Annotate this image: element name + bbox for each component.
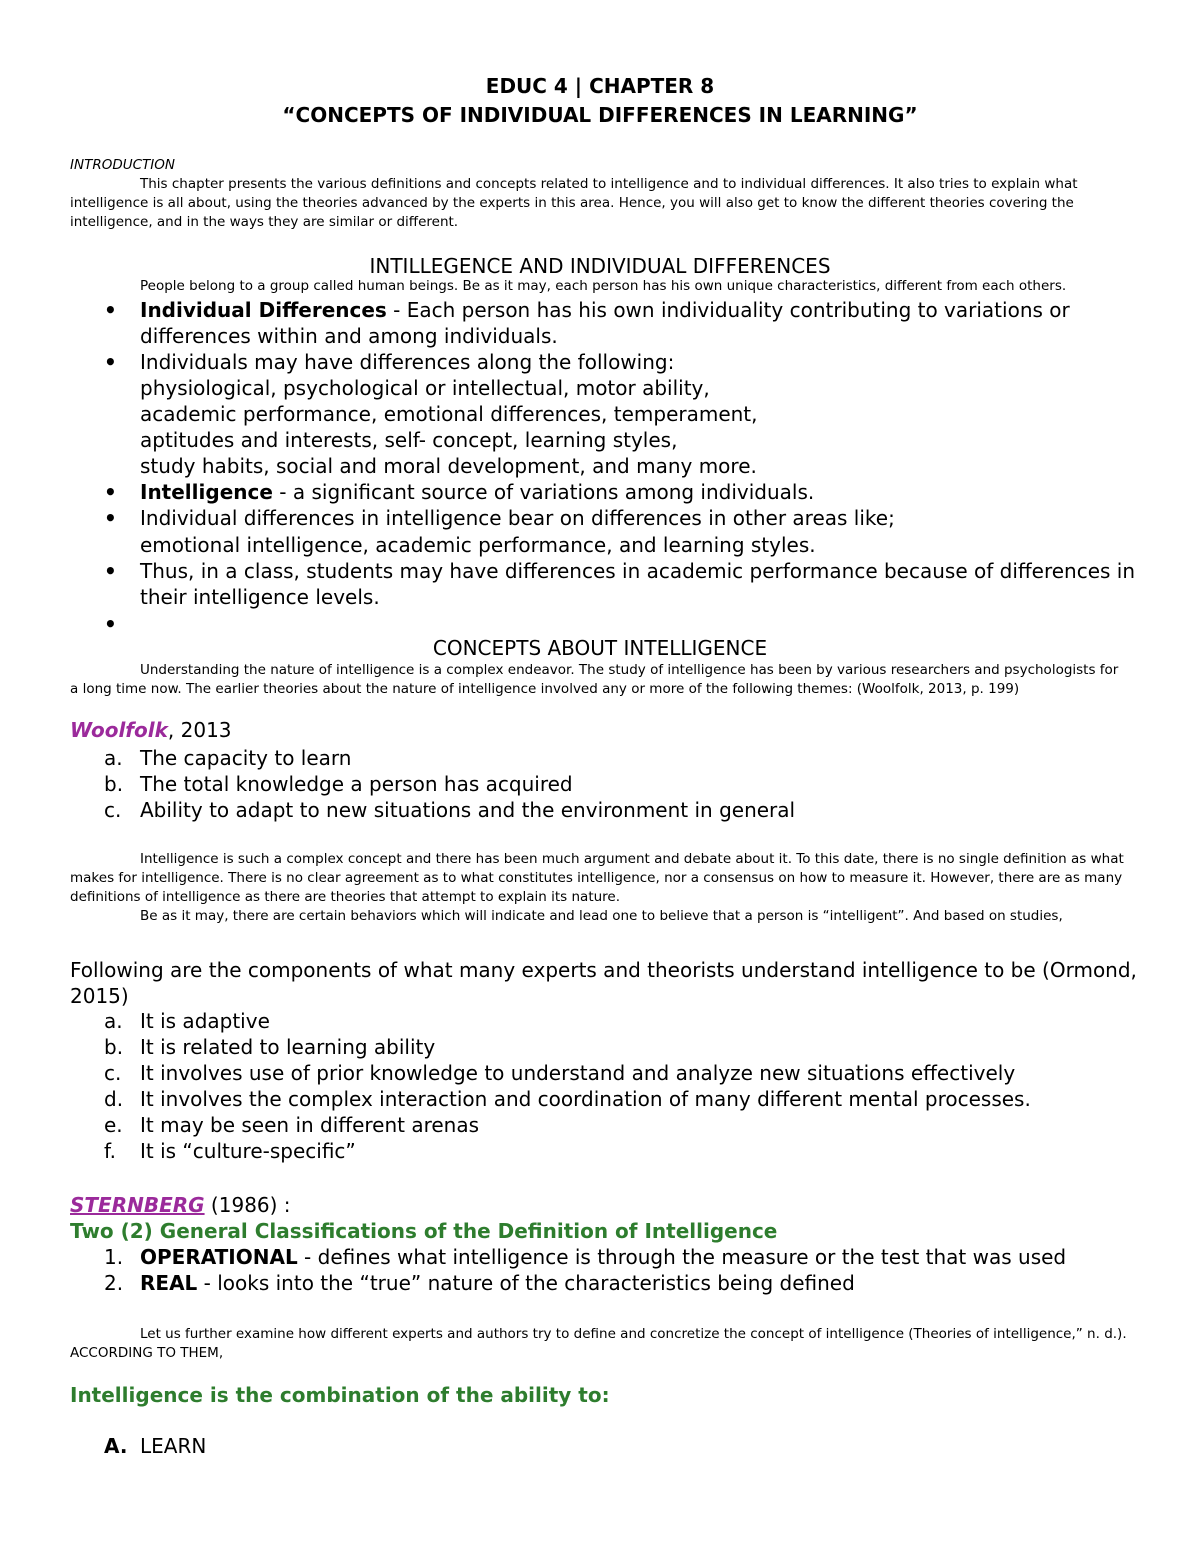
bullet-continuation: aptitudes and interests, self- concept, learning styles, [140, 428, 678, 452]
list-label: d. [104, 1087, 124, 1111]
intro-paragraph: This chapter presents the various definitions and concepts related to intelligence and to individual differences. It also tries to explain what intelligence is all about, using the theories advanced by the experts in this area. Hence, you will also get to know the different theories covering the intelligence, and in the ways they are similar or different. [70, 176, 1078, 230]
intro-label: INTRODUCTION [70, 157, 175, 173]
sternberg-citation [70, 1192, 291, 1218]
bullet-icon: • [104, 298, 117, 322]
list-label: c. [104, 798, 122, 822]
bullet-icon: • [104, 480, 117, 504]
citation-year: , 2013 [167, 718, 232, 742]
bullet-continuation: physiological, psychological or intellectual, motor ability, [140, 376, 710, 400]
bullet-icon: • [104, 506, 117, 530]
bullet-icon: • [104, 559, 117, 583]
list-label: a. [104, 1009, 123, 1033]
list-item: The total knowledge a person has acquired [140, 772, 573, 796]
sternberg-subheading: Two (2) General Classifications of the Definition of Intelligence [70, 1219, 778, 1243]
bullet-continuation: emotional intelligence, academic performance, and learning styles. [140, 533, 816, 557]
experts-paragraph: Let us further examine how different experts and authors try to define and concretize the concept of intelligence (Theories of intelligence,” n. d.). ACCORDING TO THEM, [70, 1326, 1127, 1361]
woolfolk-citation [70, 717, 232, 743]
complexity-paragraph: Intelligence is such a complex concept and there has been much argument and debate about it. To this date, there is no single definition as what makes for intelligence. There is no clear agreement as to what constitutes intelligence, nor a consensus on how to measure it. However, there are as many definitions of intelligence as there are theories that attempt to explain its nature. [70, 851, 1124, 905]
bullet-term: Intelligence [140, 480, 273, 504]
bullet-continuation: academic performance, emotional differences, temperament, [140, 402, 758, 426]
list-label: 1. [104, 1245, 124, 1269]
citation-year: (1986) : [204, 1193, 291, 1217]
chapter-subtitle: “CONCEPTS OF INDIVIDUAL DIFFERENCES IN LEARNING” [282, 103, 918, 127]
item-definition: - looks into the “true” nature of the characteristics being defined [197, 1271, 855, 1295]
bullet-icon: • [104, 350, 117, 374]
section-heading-intelligence: INTILLEGENCE AND INDIVIDUAL DIFFERENCES [369, 254, 831, 278]
list-item: It is adaptive [140, 1009, 270, 1033]
list-item: It involves the complex interaction and coordination of many different mental processes. [140, 1087, 1031, 1111]
bullet-continuation: study habits, social and moral development, and many more. [140, 454, 757, 478]
bullet-item-class: Thus, in a class, students may have differences in academic performance because of differences in [140, 559, 1136, 583]
list-item-operational [140, 1245, 1066, 1269]
bullet-item-individual-differences [140, 298, 1070, 322]
list-item: It is “culture-specific” [140, 1139, 356, 1163]
list-item-real [140, 1271, 855, 1295]
list-label: b. [104, 1035, 124, 1059]
list-item: It is related to learning ability [140, 1035, 436, 1059]
bullet-continuation: differences within and among individuals. [140, 324, 558, 348]
list-label: b. [104, 772, 124, 796]
concepts-paragraph: Understanding the nature of intelligence is a complex endeavor. The study of intelligence has been by various researchers and psychologists for a long time now. The earlier theories about the nature of intelligence involved any or more of the following themes: (Woolfolk, 2013, p. 199) [70, 662, 1119, 697]
bullet-definition: - Each person has his own individuality contributing to variations or [386, 298, 1070, 322]
ormond-intro-line1: Following are the components of what many experts and theorists understand intelligence to be (Ormond, [70, 958, 1137, 982]
item-term: REAL [140, 1271, 198, 1295]
item-definition: - defines what intelligence is through the measure or the test that was used [297, 1245, 1067, 1269]
section-heading-concepts: CONCEPTS ABOUT INTELLIGENCE [432, 636, 768, 660]
list-label: c. [104, 1061, 122, 1085]
list-label: a. [104, 746, 123, 770]
bullet-continuation: their intelligence levels. [140, 585, 380, 609]
list-item: It may be seen in different arenas [140, 1113, 480, 1137]
list-item: It involves use of prior knowledge to understand and analyze new situations effectively [140, 1061, 1016, 1085]
bullet-item-intelligence [140, 480, 814, 504]
ormond-intro-line2: 2015) [70, 984, 129, 1008]
list-item: The capacity to learn [140, 746, 352, 770]
list-item: Ability to adapt to new situations and the environment in general [140, 798, 796, 822]
item-term: OPERATIONAL [140, 1245, 298, 1269]
list-label: A. [104, 1434, 128, 1458]
chapter-title: EDUC 4 | CHAPTER 8 [485, 74, 715, 98]
bullet-term: Individual Differences [140, 298, 387, 322]
complexity-paragraph-continued: Be as it may, there are certain behaviors which will indicate and lead one to believe that a person is “intelligent”. And based on studies, [140, 908, 1063, 924]
list-item-learn: LEARN [140, 1434, 207, 1458]
bullet-definition: - a significant source of variations among individuals. [272, 480, 815, 504]
final-heading: Intelligence is the combination of the ability to: [70, 1383, 610, 1407]
author-name: Woolfolk [70, 718, 168, 742]
list-label: f. [104, 1139, 116, 1163]
bullet-item-intelligence-areas: Individual differences in intelligence bear on differences in other areas like; [140, 506, 895, 530]
list-label: 2. [104, 1271, 124, 1295]
list-label: e. [104, 1113, 123, 1137]
bullet-item-differences: Individuals may have differences along the following: [140, 350, 675, 374]
bullet-icon: • [104, 612, 117, 636]
author-name: STERNBERG [70, 1193, 205, 1217]
section-lead: People belong to a group called human beings. Be as it may, each person has his own unique characteristics, different from each others. [140, 278, 1067, 294]
